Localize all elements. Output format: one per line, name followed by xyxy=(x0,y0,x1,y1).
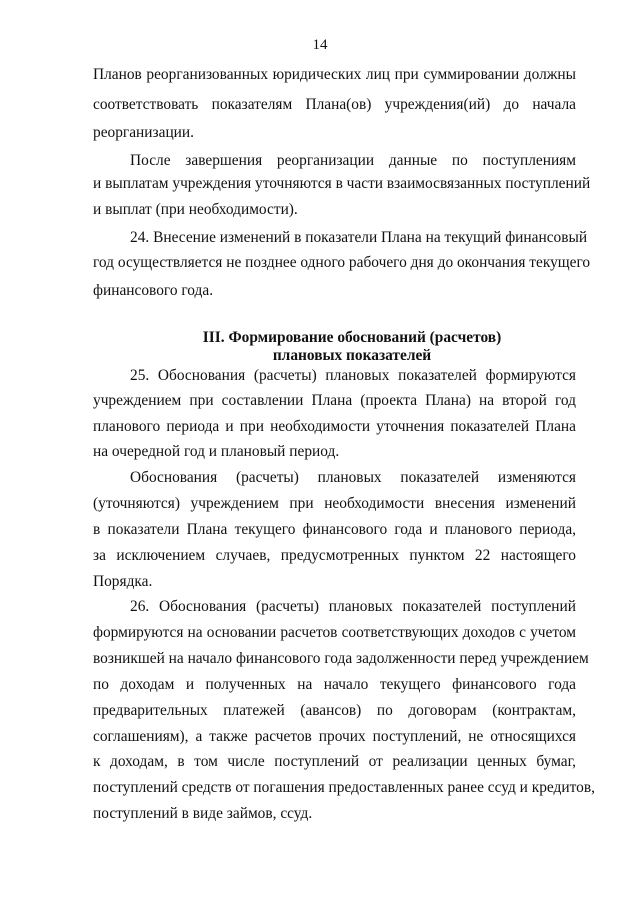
text-line: 24. Внесение изменений в показатели Плана на текущий финансовый xyxy=(130,229,588,246)
page-number: 14 xyxy=(312,37,328,53)
text-line: планового периода и при необходимости уточнения показателей Плана xyxy=(93,418,576,435)
text-line: год осуществляется не позднее одного рабочего дня до окончания текущего xyxy=(93,254,591,271)
section-heading: III. Формирование обоснований (расчетов) xyxy=(202,329,502,346)
text-line: 25. Обоснования (расчеты) плановых показателей формируются xyxy=(130,367,576,384)
text-line: финансового года. xyxy=(93,282,214,299)
text-line: за исключением случаев, предусмотренных пунктом 22 настоящего xyxy=(93,547,576,564)
text-line: и выплат (при необходимости). xyxy=(93,201,298,218)
text-line: (уточняются) учреждением при необходимости внесения изменений xyxy=(93,495,576,512)
text-line: учреждением при составлении Плана (проекта Плана) на второй год xyxy=(93,392,576,409)
text-line: в показатели Плана текущего финансового года и планового периода, xyxy=(93,521,576,538)
text-line: реорганизации. xyxy=(93,124,195,141)
text-line: предварительных платежей (авансов) по договорам (контрактам, xyxy=(93,702,576,719)
text-line: После завершения реорганизации данные по поступлениям xyxy=(130,152,576,169)
text-line: возникшей на начало финансового года задолженности перед учреждением xyxy=(93,650,589,667)
text-line: соответствовать показателям Плана(ов) учреждения(ий) до начала xyxy=(93,96,576,113)
text-line: формируются на основании расчетов соответствующих доходов с учетом xyxy=(93,624,576,641)
text-line: по доходам и полученных на начало текущего финансового года xyxy=(93,676,576,693)
text-line: на очередной год и плановый период. xyxy=(93,443,340,460)
text-line: Порядка. xyxy=(93,573,153,590)
text-line: Обоснования (расчеты) плановых показателей изменяются xyxy=(130,469,576,486)
text-line: к доходам, в том числе поступлений от реализации ценных бумаг, xyxy=(93,753,576,770)
text-line: 26. Обоснования (расчеты) плановых показателей поступлений xyxy=(130,598,576,615)
text-line: соглашениям), а также расчетов прочих поступлений, не относящихся xyxy=(93,728,576,745)
text-line: и выплатам учреждения уточняются в части взаимосвязанных поступлений xyxy=(93,175,591,192)
text-line: поступлений средств от погашения предоставленных ранее ссуд и кредитов, xyxy=(93,779,595,796)
section-heading: плановых показателей xyxy=(272,347,432,364)
text-line: поступлений в виде займов, ссуд. xyxy=(93,805,313,822)
text-line: Планов реорганизованных юридических лиц при суммировании должны xyxy=(93,66,576,83)
